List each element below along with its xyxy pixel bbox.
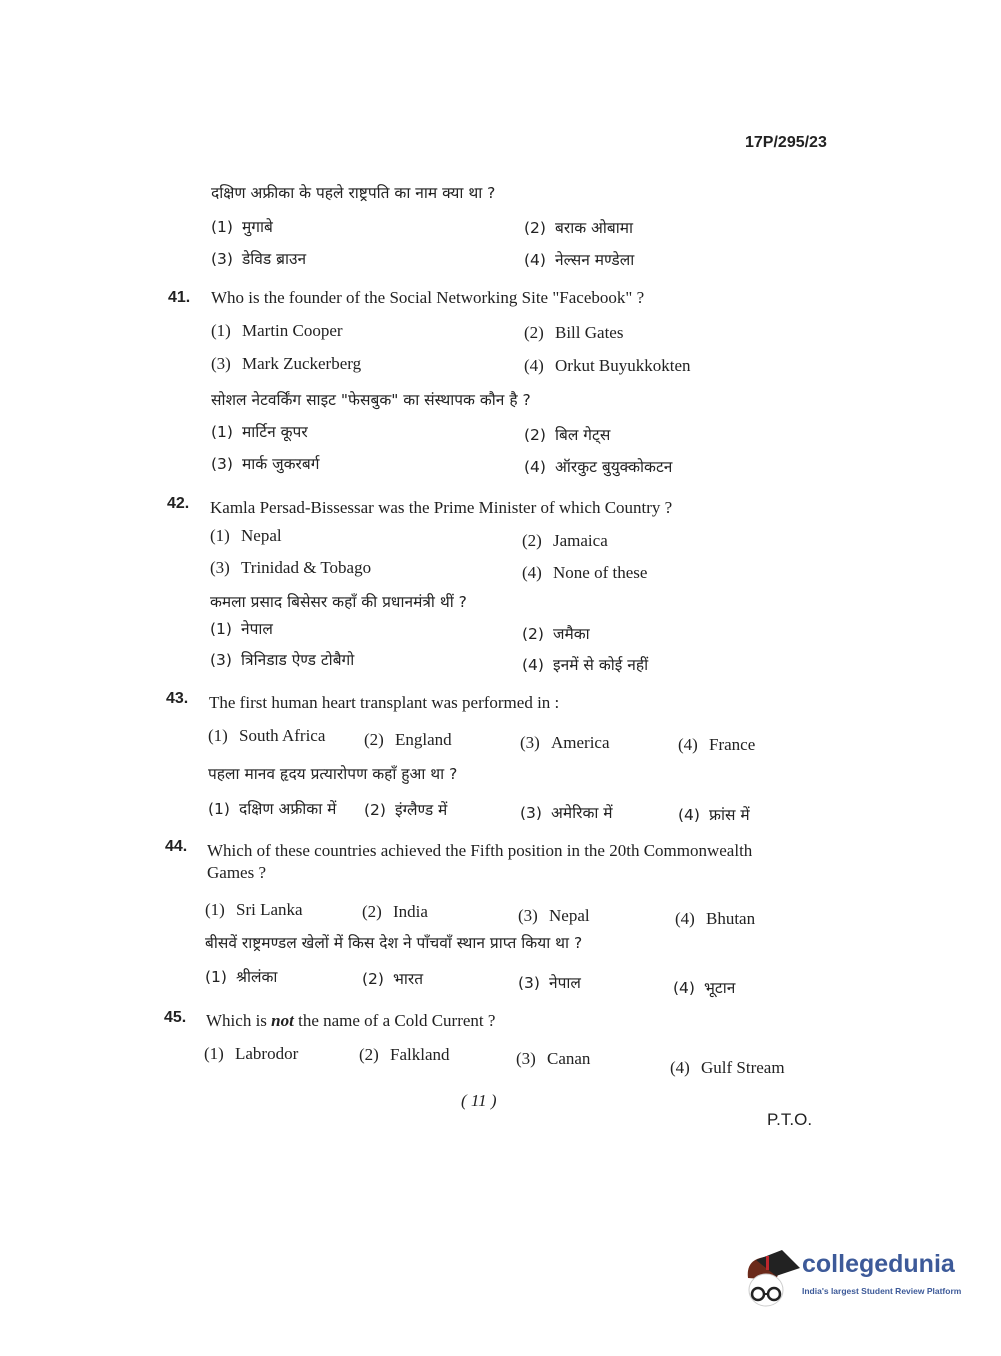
option: (1) मार्टिन कूपर bbox=[211, 423, 308, 441]
option: (3) नेपाल bbox=[518, 974, 581, 992]
question-42-hindi: कमला प्रसाद बिसेसर कहाँ की प्रधानमंत्री थीं ? bbox=[210, 593, 467, 611]
question-number: 45. bbox=[164, 1009, 187, 1026]
brand-name: collegedunia bbox=[802, 1250, 955, 1278]
question-40-hindi: दक्षिण अफ्रीका के पहले राष्ट्रपति का नाम क्या था ? bbox=[211, 184, 496, 202]
option: (4) नेल्सन मण्डेला bbox=[524, 251, 635, 269]
option: (1) Nepal bbox=[210, 526, 282, 545]
option: (4) France bbox=[678, 735, 756, 754]
option: (4) Orkut Buyukkokten bbox=[524, 356, 691, 375]
question-42-text: Kamla Persad-Bissessar was the Prime Minister of which Country ? bbox=[210, 498, 673, 517]
question-44-hindi: बीसवें राष्ट्रमण्डल खेलों में किस देश ने पाँचवाँ स्थान प्राप्त किया था ? bbox=[205, 934, 583, 952]
option: (2) Bill Gates bbox=[524, 323, 624, 342]
question-43-hindi: पहला मानव हृदय प्रत्यारोपण कहाँ हुआ था ? bbox=[208, 765, 458, 783]
option: (3) मार्क जुकरबर्ग bbox=[211, 455, 320, 473]
option: (4) इनमें से कोई नहीं bbox=[522, 656, 649, 674]
option: (2) India bbox=[362, 902, 428, 921]
option: (3) Nepal bbox=[518, 906, 590, 925]
question-44-text: Which of these countries achieved the Fifth position in the 20th Commonwealth bbox=[207, 841, 753, 860]
option: (2) भारत bbox=[362, 970, 424, 988]
option: (1) दक्षिण अफ्रीका में bbox=[208, 800, 337, 818]
option: (1) South Africa bbox=[208, 726, 326, 745]
option: (2) बराक ओबामा bbox=[524, 219, 634, 237]
page-number: ( 11 ) bbox=[461, 1091, 497, 1110]
option: (2) Falkland bbox=[359, 1045, 450, 1064]
question-41-text: Who is the founder of the Social Networking Site "Facebook" ? bbox=[211, 288, 645, 307]
pto-label: P.T.O. bbox=[767, 1110, 813, 1129]
option: (4) ऑरकुट बुयुक्कोकटन bbox=[524, 458, 673, 476]
option: (1) Sri Lanka bbox=[205, 900, 303, 919]
option: (2) जमैका bbox=[522, 625, 590, 643]
question-44-text-cont: Games ? bbox=[207, 863, 267, 882]
option: (4) None of these bbox=[522, 563, 648, 582]
question-number: 41. bbox=[168, 289, 191, 306]
option: (2) बिल गेट्स bbox=[524, 426, 611, 444]
option: (4) Gulf Stream bbox=[670, 1058, 785, 1077]
option: (2) इंग्लैण्ड में bbox=[364, 801, 448, 819]
paper-code: 17P/295/23 bbox=[745, 134, 827, 151]
option: (3) त्रिनिडाड ऐण्ड टोबैगो bbox=[210, 651, 355, 669]
option: (3) Mark Zuckerberg bbox=[211, 354, 362, 373]
option: (4) भूटान bbox=[673, 979, 736, 997]
question-45-text: Which is not the name of a Cold Current ? bbox=[206, 1011, 496, 1030]
question-number: 43. bbox=[166, 690, 189, 707]
option: (3) America bbox=[520, 733, 610, 752]
question-41-hindi: सोशल नेटवर्किंग साइट "फेसबुक" का संस्थापक कौन है ? bbox=[211, 391, 531, 409]
brand-tagline: India's largest Student Review Platform bbox=[802, 1286, 962, 1296]
question-number: 44. bbox=[165, 838, 188, 855]
option: (1) Labrodor bbox=[204, 1044, 299, 1063]
option: (1) Martin Cooper bbox=[211, 321, 343, 340]
option: (1) श्रीलंका bbox=[205, 968, 278, 986]
option: (2) England bbox=[364, 730, 452, 749]
question-number: 42. bbox=[167, 495, 190, 512]
option: (4) Bhutan bbox=[675, 909, 756, 928]
option: (4) फ्रांस में bbox=[678, 806, 750, 824]
option: (3) अमेरिका में bbox=[520, 804, 613, 822]
mascot-icon bbox=[742, 1250, 800, 1310]
option: (3) Trinidad & Tobago bbox=[210, 558, 372, 577]
option: (1) मुगाबे bbox=[211, 218, 273, 236]
option: (2) Jamaica bbox=[522, 531, 608, 550]
collegedunia-logo bbox=[742, 1250, 972, 1310]
option: (3) Canan bbox=[516, 1049, 591, 1068]
option: (1) नेपाल bbox=[210, 620, 273, 638]
option: (3) डेविड ब्राउन bbox=[211, 250, 307, 268]
question-43-text: The first human heart transplant was performed in : bbox=[209, 693, 560, 712]
